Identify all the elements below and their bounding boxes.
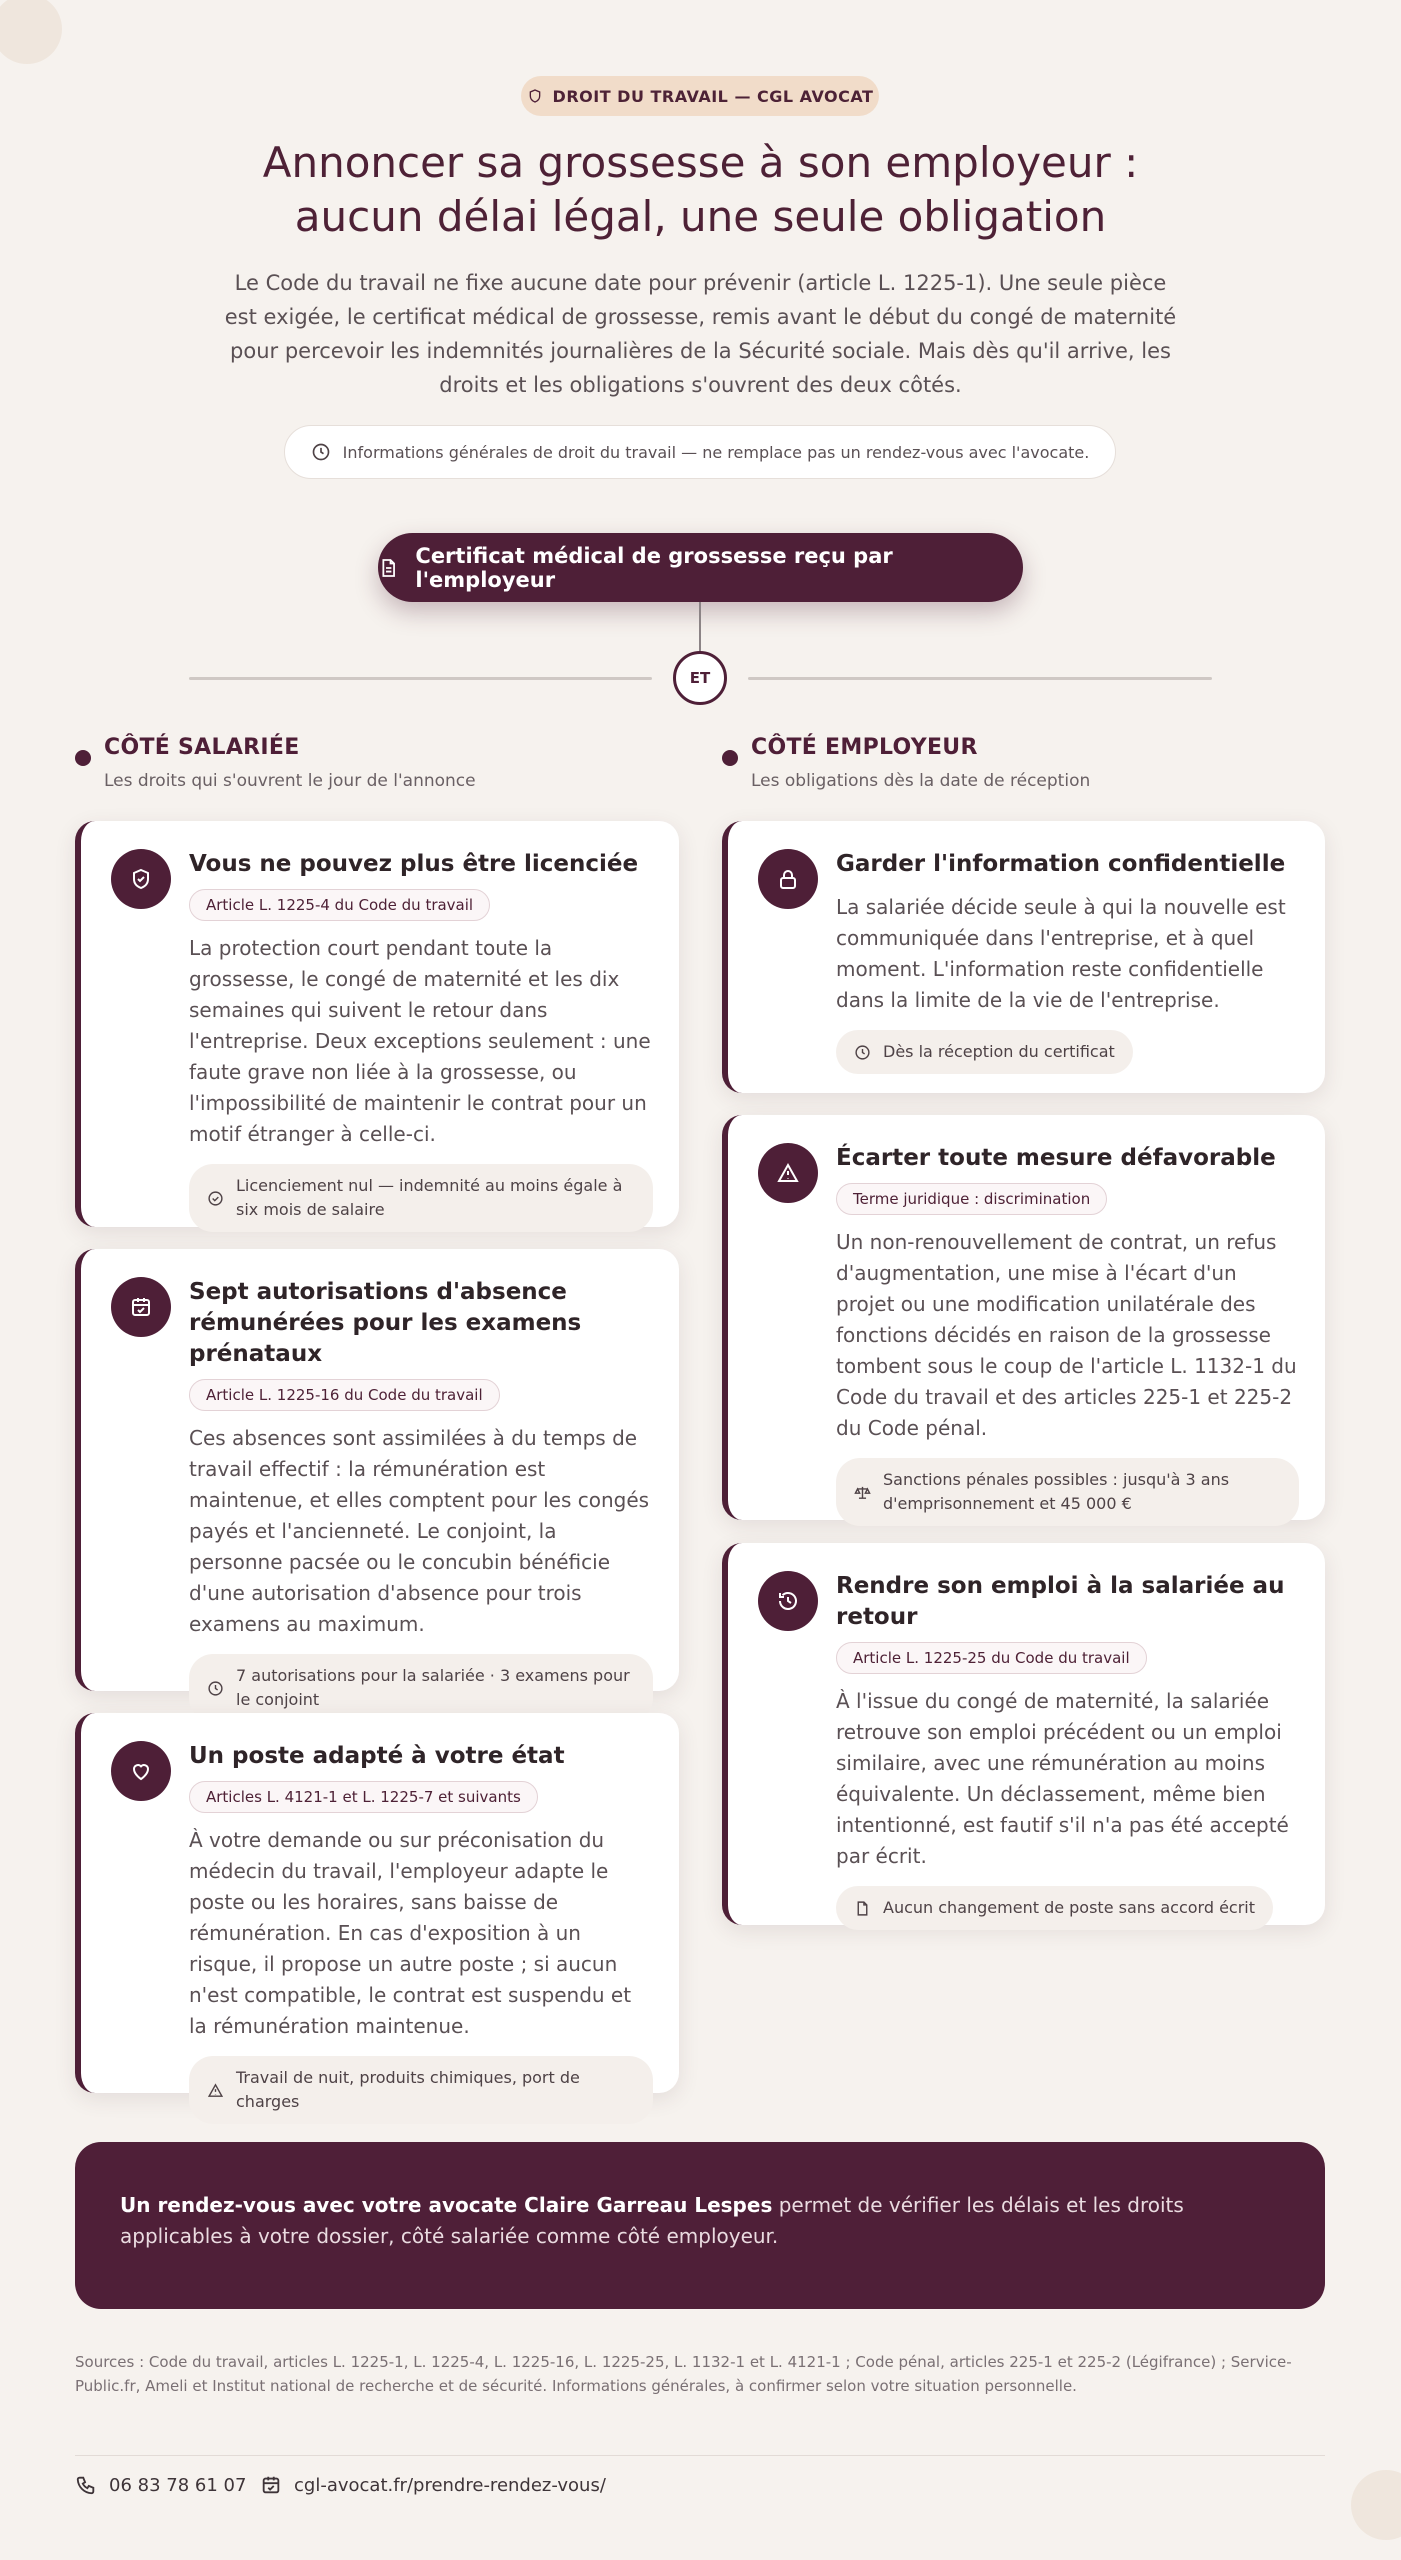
history-icon [776,1589,800,1613]
card-note-text: Travail de nuit, produits chimiques, port de charges [236,2068,580,2111]
card-confidentiality [722,821,1325,1093]
and-joiner: ET [673,651,727,705]
category-badge-label: DROIT DU TRAVAIL — CGL AVOCAT [552,86,874,106]
warning-icon [207,2082,224,2099]
card-icon-wrap [111,1741,171,1801]
certificate-received-button[interactable] [378,533,1023,602]
employer-heading: CÔTÉ EMPLOYEUR [751,735,978,760]
page-title [150,136,1251,244]
phone-icon [75,2474,97,2496]
appointment-banner [75,2142,1325,2309]
bullet-dot [722,750,738,766]
calendar-check-icon [129,1295,153,1319]
legal-reference-tag: Article L. 1225-16 du Code du travail [189,1379,500,1411]
card-note [189,1654,653,1722]
banner-text: permet de vérifier les délais et les droits applicables à votre dossier, côté salariée comme côté employeur. [120,2193,1184,2248]
card-note [189,2056,653,2124]
decorative-blob [1351,2470,1401,2540]
card-title: Rendre son emploi à la salariée au retour [836,1573,1285,1630]
banner-strong-text: Un rendez-vous avec votre avocate Claire Garreau Lespes [120,2193,773,2217]
check-circle-icon [207,1190,224,1207]
card-note-text: Sanctions pénales possibles : jusqu'à 3 ans d'emprisonnement et 45 000 € [883,1470,1230,1513]
card-note-text: 7 autorisations pour la salariée · 3 examens pour le conjoint [236,1666,630,1709]
card-icon-wrap [111,1277,171,1337]
card-no-unfavourable-measure [722,1115,1325,1520]
lock-icon [776,867,800,891]
employer-subheading: Les obligations dès la date de réception [751,771,1091,791]
bullet-dot [75,750,91,766]
card-prenatal-absences [75,1249,679,1709]
certificate-received-label: Certificat médical de grossesse reçu par l'employeur [415,543,893,592]
booking-link[interactable] [260,2470,606,2500]
document-icon [854,1900,871,1917]
card-title: Écarter toute mesure défavorable [836,1145,1276,1171]
card-text: Un non-renouvellement de contrat, un refus d'augmentation, une mise à l'écart d'un projet ou une modification unilatérale des fonctions décidés en raison de la grossesse tombent sous le coup de l'article L. 1132-1 du Code du travail et des articles 225-1 et 225-2 du Code pénal. [836,1230,1297,1440]
phone-link[interactable] [75,2470,246,2500]
shield-check-icon [129,867,153,891]
employee-subheading: Les droits qui s'ouvrent le jour de l'annonce [104,771,476,791]
card-note-text: Aucun changement de poste sans accord écrit [883,1898,1255,1917]
decorative-blob [0,0,62,64]
card-text: À votre demande ou sur préconisation du médecin du travail, l'employeur adapte le poste ou les horaires, sans baisse de rémunération. En cas d'exposition à un risque, il propose un autre poste ; si aucun n'est compatible, le contrat est suspendu et la rémunération maintenue. [189,1828,632,2038]
card-icon-wrap [758,849,818,909]
warning-icon [776,1161,800,1185]
intro-paragraph: Le Code du travail ne fixe aucune date pour prévenir (article L. 1225-1). Une seule pièce est exigée, le certificat médical de grossesse, remis avant le début du congé de maternité pour percevoir les indemnités journalières de la Sécurité sociale. Mais dès qu'il arrive, les droits et les obligations s'ouvrent des deux côtés. [224,271,1177,397]
card-icon-wrap [111,849,171,909]
card-text: La protection court pendant toute la grossesse, le congé de maternité et les dix semaines qui suivent le retour dans l'entreprise. Deux exceptions seulement : une faute grave non liée à la grossesse, ou l'impossibilité de maintenir le contrat pour un motif étranger à celle-ci. [189,936,651,1146]
card-text: La salariée décide seule à qui la nouvelle est communiquée dans l'entreprise, et à quel moment. L'information reste confidentielle dans la limite de la vie de l'entreprise. [836,895,1286,1012]
category-badge [521,76,879,116]
footer-divider [75,2455,1325,2456]
card-title: Un poste adapté à votre état [189,1743,565,1769]
card-note [836,1458,1299,1526]
legal-reference-tag: Article L. 1225-25 du Code du travail [836,1642,1147,1674]
info-clock-icon [311,442,331,462]
card-no-dismissal [75,821,679,1227]
card-icon-wrap [758,1571,818,1631]
heart-icon [129,1759,153,1783]
card-title: Sept autorisations d'absence rémunérées pour les examens prénataux [189,1279,582,1367]
sources-note: Sources : Code du travail, articles L. 1225-1, L. 1225-4, L. 1225-16, L. 1225-25, L. 1132-1 et L. 4121-1 ; Code pénal, articles 225-1 et 225-2 (Légifrance) ; Service-Public.fr, Ameli et Institut national de recherche et de sécurité. Informations générales, à confirmer selon votre situation personnelle. [75,2353,1292,2395]
divider-right [748,677,1212,680]
page-title-line1: Annoncer sa grossesse à son employeur : [262,138,1139,187]
flow-connector [699,602,701,652]
shield-icon [527,88,543,104]
document-icon [378,557,399,579]
card-note [189,1164,653,1232]
clock-icon [854,1044,871,1061]
calendar-icon [260,2474,282,2496]
employee-heading: CÔTÉ SALARIÉE [104,735,300,760]
legal-reference-tag: Article L. 1225-4 du Code du travail [189,889,490,921]
page-title-line2: aucun délai légal, une seule obligation [294,192,1107,241]
card-note-text: Dès la réception du certificat [883,1042,1115,1061]
card-icon-wrap [758,1143,818,1203]
card-return-to-work [722,1543,1325,1925]
clock-icon [207,1680,224,1697]
scale-icon [854,1484,871,1501]
booking-url: cgl-avocat.fr/prendre-rendez-vous/ [294,2474,606,2496]
disclaimer-text: Informations générales de droit du travail — ne remplace pas un rendez-vous avec l'avocate. [342,442,1090,462]
legal-reference-tag: Articles L. 4121-1 et L. 1225-7 et suivants [189,1781,538,1813]
card-note [836,1030,1133,1074]
card-title: Vous ne pouvez plus être licenciée [189,851,639,877]
phone-number: 06 83 78 61 07 [109,2474,247,2496]
divider-left [189,677,652,680]
card-text: Ces absences sont assimilées à du temps de travail effectif : la rémunération est maintenue, et elles comptent pour les congés payés et l'ancienneté. Le conjoint, la personne pacsée ou le concubin bénéficie d'une autorisation d'absence pour trois examens au maximum. [189,1426,650,1636]
card-text: À l'issue du congé de maternité, la salariée retrouve son emploi précédent ou un emploi similaire, avec une rémunération au moins équivalente. Un déclassement, même bien intentionné, est fautif s'il n'a pas été accepté par écrit. [836,1689,1289,1868]
legal-term-tag: Terme juridique : discrimination [836,1183,1107,1215]
card-title: Garder l'information confidentielle [836,851,1286,877]
card-note [836,1886,1273,1930]
disclaimer-pill [284,425,1116,479]
card-note-text: Licenciement nul — indemnité au moins égale à six mois de salaire [236,1176,623,1219]
card-adapted-position [75,1713,679,2111]
